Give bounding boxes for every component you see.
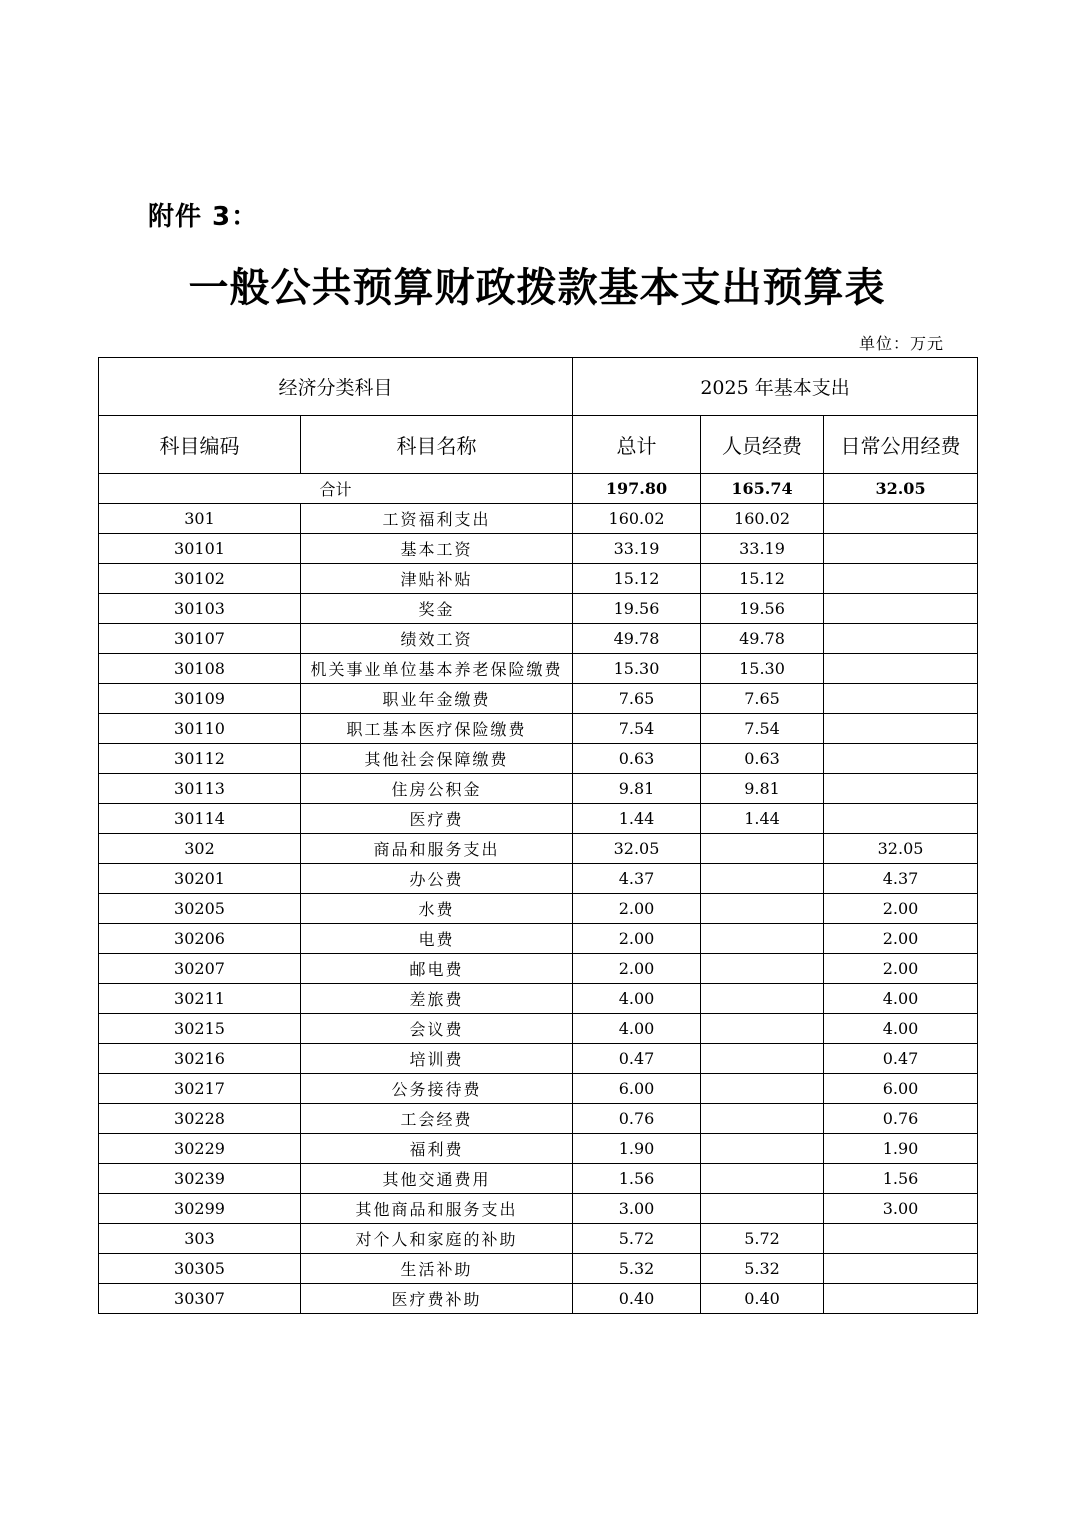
table-row	[99, 924, 978, 954]
cell-personnel: 15.12	[701, 564, 824, 594]
cell-name: 商品和服务支出	[301, 834, 573, 864]
cell-total: 15.30	[573, 654, 701, 684]
cell-total: 19.56	[573, 594, 701, 624]
cell-name: 绩效工资	[301, 624, 573, 654]
cell-personnel: 1.44	[701, 804, 824, 834]
table-row	[99, 564, 978, 594]
budget-table	[98, 357, 978, 1314]
cell-name: 奖金	[301, 594, 573, 624]
cell-name: 其他社会保障缴费	[301, 744, 573, 774]
cell-public	[824, 624, 978, 654]
table-row	[99, 1284, 978, 1314]
cell-total: 4.00	[573, 984, 701, 1014]
cell-name: 培训费	[301, 1044, 573, 1074]
cell-code: 30102	[99, 564, 301, 594]
cell-code: 30201	[99, 864, 301, 894]
cell-total: 4.37	[573, 864, 701, 894]
cell-personnel	[701, 894, 824, 924]
cell-public	[824, 714, 978, 744]
cell-public	[824, 744, 978, 774]
cell-name: 工会经费	[301, 1104, 573, 1134]
page-title: 一般公共预算财政拨款基本支出预算表	[188, 264, 886, 311]
cell-name: 医疗费补助	[301, 1284, 573, 1314]
cell-name: 住房公积金	[301, 774, 573, 804]
cell-total: 0.63	[573, 744, 701, 774]
cell-personnel	[701, 1044, 824, 1074]
header-total: 总计	[573, 416, 701, 474]
table-row	[99, 894, 978, 924]
cell-total: 0.40	[573, 1284, 701, 1314]
cell-total: 160.02	[573, 504, 701, 534]
cell-total: 7.65	[573, 684, 701, 714]
cell-name: 对个人和家庭的补助	[301, 1224, 573, 1254]
cell-personnel	[701, 1194, 824, 1224]
table-row	[99, 1044, 978, 1074]
cell-name: 其他商品和服务支出	[301, 1194, 573, 1224]
cell-personnel	[701, 1014, 824, 1044]
cell-total: 1.56	[573, 1164, 701, 1194]
cell-public: 32.05	[824, 834, 978, 864]
cell-total: 0.47	[573, 1044, 701, 1074]
cell-public	[824, 1284, 978, 1314]
cell-public	[824, 1224, 978, 1254]
cell-total: 33.19	[573, 534, 701, 564]
cell-total: 3.00	[573, 1194, 701, 1224]
header-personnel: 人员经费	[701, 416, 824, 474]
cell-personnel	[701, 1164, 824, 1194]
cell-personnel	[701, 864, 824, 894]
cell-personnel	[701, 924, 824, 954]
cell-personnel	[701, 1074, 824, 1104]
cell-total: 2.00	[573, 894, 701, 924]
cell-public: 0.76	[824, 1104, 978, 1134]
cell-public	[824, 804, 978, 834]
table-row	[99, 684, 978, 714]
cell-personnel: 49.78	[701, 624, 824, 654]
table-row	[99, 834, 978, 864]
cell-personnel: 0.63	[701, 744, 824, 774]
cell-code: 30101	[99, 534, 301, 564]
cell-personnel	[701, 1104, 824, 1134]
table-row	[99, 1104, 978, 1134]
cell-code: 30103	[99, 594, 301, 624]
cell-name: 会议费	[301, 1014, 573, 1044]
cell-total: 1.44	[573, 804, 701, 834]
table-row	[99, 594, 978, 624]
cell-code: 30216	[99, 1044, 301, 1074]
cell-code: 30239	[99, 1164, 301, 1194]
total-row	[99, 474, 978, 504]
cell-code: 30205	[99, 894, 301, 924]
cell-name: 办公费	[301, 864, 573, 894]
cell-personnel: 0.40	[701, 1284, 824, 1314]
table-row	[99, 1164, 978, 1194]
cell-public: 2.00	[824, 924, 978, 954]
cell-personnel	[701, 984, 824, 1014]
cell-name: 工资福利支出	[301, 504, 573, 534]
cell-personnel	[701, 834, 824, 864]
cell-code: 30211	[99, 984, 301, 1014]
cell-public: 3.00	[824, 1194, 978, 1224]
cell-public	[824, 564, 978, 594]
cell-code: 301	[99, 504, 301, 534]
total-personnel: 165.74	[701, 474, 824, 504]
cell-public: 4.37	[824, 864, 978, 894]
cell-public: 1.56	[824, 1164, 978, 1194]
cell-personnel: 7.54	[701, 714, 824, 744]
cell-total: 6.00	[573, 1074, 701, 1104]
cell-name: 公务接待费	[301, 1074, 573, 1104]
cell-total: 2.00	[573, 924, 701, 954]
cell-public: 2.00	[824, 954, 978, 984]
cell-public: 6.00	[824, 1074, 978, 1104]
cell-total: 4.00	[573, 1014, 701, 1044]
table-row	[99, 1194, 978, 1224]
table-row	[99, 1134, 978, 1164]
cell-public	[824, 594, 978, 624]
cell-total: 1.90	[573, 1134, 701, 1164]
cell-personnel: 5.72	[701, 1224, 824, 1254]
cell-total: 15.12	[573, 564, 701, 594]
cell-personnel: 5.32	[701, 1254, 824, 1284]
table-row	[99, 954, 978, 984]
header-year-expense: 2025 年基本支出	[573, 358, 978, 416]
cell-code: 30206	[99, 924, 301, 954]
header-code: 科目编码	[99, 416, 301, 474]
cell-code: 30109	[99, 684, 301, 714]
cell-personnel: 160.02	[701, 504, 824, 534]
cell-code: 30305	[99, 1254, 301, 1284]
table-row	[99, 864, 978, 894]
column-header-row	[99, 416, 978, 474]
attachment-label: 附件 3：	[148, 202, 259, 232]
cell-total: 7.54	[573, 714, 701, 744]
cell-total: 0.76	[573, 1104, 701, 1134]
cell-code: 302	[99, 834, 301, 864]
cell-name: 职工基本医疗保险缴费	[301, 714, 573, 744]
cell-personnel	[701, 954, 824, 984]
cell-personnel: 33.19	[701, 534, 824, 564]
cell-code: 30215	[99, 1014, 301, 1044]
cell-public	[824, 534, 978, 564]
table-row	[99, 744, 978, 774]
cell-personnel: 19.56	[701, 594, 824, 624]
table-row	[99, 1254, 978, 1284]
cell-name: 生活补助	[301, 1254, 573, 1284]
cell-total: 9.81	[573, 774, 701, 804]
cell-total: 49.78	[573, 624, 701, 654]
cell-name: 水费	[301, 894, 573, 924]
cell-code: 30114	[99, 804, 301, 834]
cell-name: 津贴补贴	[301, 564, 573, 594]
group-header-row	[99, 358, 978, 416]
cell-public	[824, 504, 978, 534]
table-row	[99, 804, 978, 834]
cell-public: 4.00	[824, 1014, 978, 1044]
cell-name: 福利费	[301, 1134, 573, 1164]
cell-personnel: 9.81	[701, 774, 824, 804]
cell-personnel: 15.30	[701, 654, 824, 684]
cell-code: 30113	[99, 774, 301, 804]
table-row	[99, 624, 978, 654]
header-public: 日常公用经费	[824, 416, 978, 474]
table-row	[99, 1224, 978, 1254]
total-public: 32.05	[824, 474, 978, 504]
cell-code: 30112	[99, 744, 301, 774]
table-row	[99, 984, 978, 1014]
cell-public: 0.47	[824, 1044, 978, 1074]
table-row	[99, 774, 978, 804]
cell-public	[824, 684, 978, 714]
table-row	[99, 714, 978, 744]
cell-name: 医疗费	[301, 804, 573, 834]
cell-code: 30110	[99, 714, 301, 744]
cell-name: 职业年金缴费	[301, 684, 573, 714]
cell-public	[824, 774, 978, 804]
table-row	[99, 654, 978, 684]
cell-code: 30228	[99, 1104, 301, 1134]
cell-personnel	[701, 1134, 824, 1164]
table-row	[99, 1074, 978, 1104]
cell-public: 4.00	[824, 984, 978, 1014]
cell-code: 30229	[99, 1134, 301, 1164]
cell-total: 5.72	[573, 1224, 701, 1254]
cell-name: 电费	[301, 924, 573, 954]
cell-public	[824, 1254, 978, 1284]
cell-public: 2.00	[824, 894, 978, 924]
unit-label: 单位：万元	[858, 334, 944, 353]
cell-total: 2.00	[573, 954, 701, 984]
header-category: 经济分类科目	[99, 358, 573, 416]
cell-code: 30107	[99, 624, 301, 654]
cell-name: 机关事业单位基本养老保险缴费	[301, 654, 573, 684]
cell-code: 30108	[99, 654, 301, 684]
cell-code: 30207	[99, 954, 301, 984]
cell-code: 30307	[99, 1284, 301, 1314]
table-row	[99, 534, 978, 564]
cell-name: 差旅费	[301, 984, 573, 1014]
cell-public: 1.90	[824, 1134, 978, 1164]
cell-total: 32.05	[573, 834, 701, 864]
cell-personnel: 7.65	[701, 684, 824, 714]
cell-name: 基本工资	[301, 534, 573, 564]
header-name: 科目名称	[301, 416, 573, 474]
cell-code: 303	[99, 1224, 301, 1254]
cell-total: 5.32	[573, 1254, 701, 1284]
cell-name: 邮电费	[301, 954, 573, 984]
table-row	[99, 1014, 978, 1044]
cell-code: 30299	[99, 1194, 301, 1224]
total-label: 合计	[99, 474, 573, 504]
total-total: 197.80	[573, 474, 701, 504]
cell-public	[824, 654, 978, 684]
cell-name: 其他交通费用	[301, 1164, 573, 1194]
cell-code: 30217	[99, 1074, 301, 1104]
table-row	[99, 504, 978, 534]
